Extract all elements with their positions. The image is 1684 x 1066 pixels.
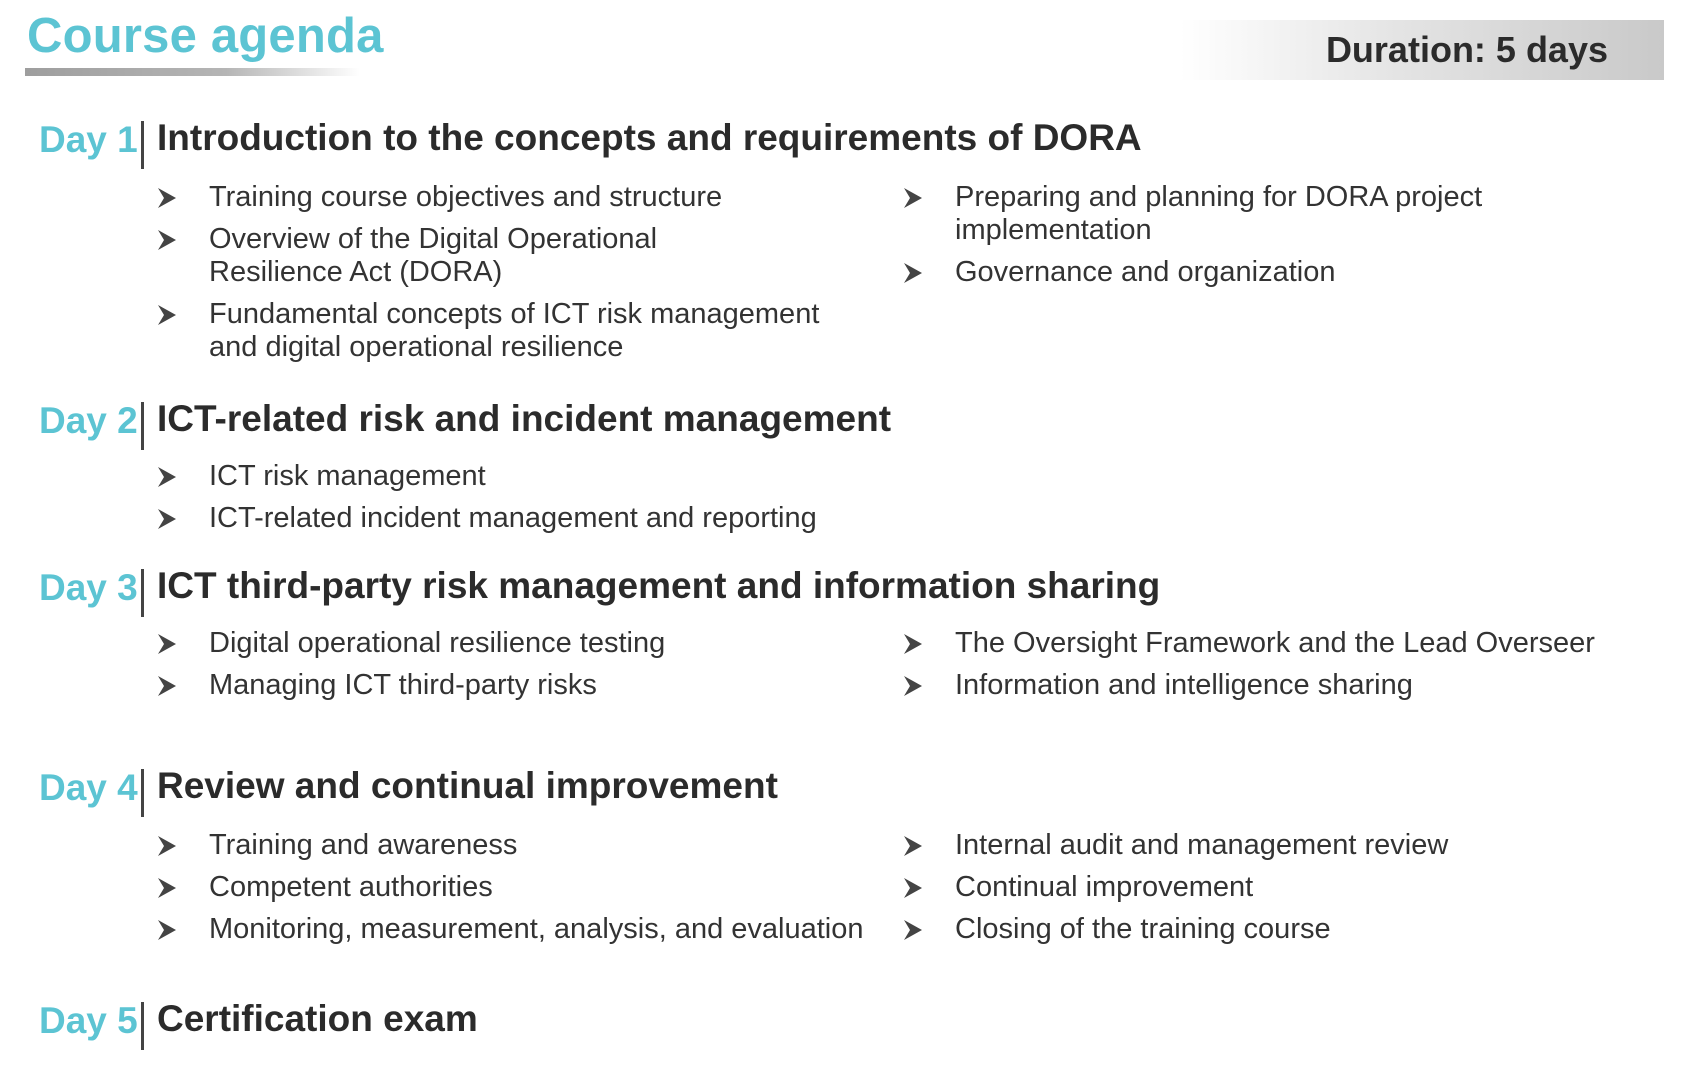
topic-text: Fundamental concepts of ICT risk management and digital operational resilience: [209, 298, 820, 363]
day-title: ICT third-party risk management and information sharing: [157, 565, 1161, 606]
chevron-right-icon: [158, 467, 176, 487]
day-divider: [141, 569, 144, 617]
topic-text: Monitoring, measurement, analysis, and evaluation: [209, 913, 864, 945]
chevron-right-icon: [158, 230, 176, 250]
chevron-right-icon: [904, 920, 922, 940]
topic-text: The Oversight Framework and the Lead Overseer: [955, 627, 1595, 659]
day-divider: [141, 1002, 144, 1050]
chevron-right-icon: [158, 509, 176, 529]
day-divider: [141, 121, 144, 169]
chevron-right-icon: [904, 634, 922, 654]
day-title: Introduction to the concepts and requirements of DORA: [157, 117, 1142, 158]
topic-column-left: [158, 829, 878, 955]
day-section-3: [0, 565, 1684, 701]
day-label: Day 3: [39, 567, 138, 608]
topic-text: Governance and organization: [955, 256, 1336, 288]
topic-item: [158, 223, 669, 289]
chevron-right-icon: [904, 676, 922, 696]
day-section-2: [0, 398, 1684, 534]
topic-item: [158, 502, 878, 535]
day-header: [0, 565, 1684, 619]
day-title: Review and continual improvement: [157, 765, 778, 806]
day-header: [0, 117, 1684, 171]
chevron-right-icon: [158, 836, 176, 856]
duration-banner: [1180, 20, 1664, 80]
day-label: Day 2: [39, 400, 138, 441]
topic-text: Information and intelligence sharing: [955, 669, 1413, 701]
topic-item: [904, 913, 1664, 946]
topic-item: [158, 298, 849, 364]
title-underline: [25, 68, 360, 76]
chevron-right-icon: [904, 263, 922, 283]
day-section-1: [0, 117, 1684, 363]
chevron-right-icon: [158, 676, 176, 696]
topic-item: [904, 871, 1664, 904]
day-title: ICT-related risk and incident management: [157, 398, 892, 439]
day-title: Certification exam: [157, 998, 478, 1039]
topic-column-left: [158, 181, 878, 373]
day-header: [0, 398, 1684, 452]
topic-column-left: [158, 460, 878, 544]
duration-label: Duration: 5 days: [1325, 29, 1608, 70]
topic-item: [158, 627, 878, 660]
topic-item: [158, 829, 878, 862]
topic-text: Competent authorities: [209, 871, 493, 903]
topic-column-right: [904, 627, 1664, 711]
topic-text: Internal audit and management review: [955, 829, 1449, 861]
chevron-right-icon: [158, 920, 176, 940]
day-section-5: [0, 998, 1684, 1052]
topic-column-right: [904, 181, 1664, 298]
day-label: Day 4: [39, 767, 138, 808]
topic-item: [158, 669, 878, 702]
topic-text: Managing ICT third-party risks: [209, 669, 597, 701]
topic-item: [904, 256, 1664, 289]
chevron-right-icon: [158, 634, 176, 654]
chevron-right-icon: [904, 878, 922, 898]
chevron-right-icon: [904, 836, 922, 856]
topic-text: ICT risk management: [209, 460, 486, 492]
day-divider: [141, 769, 144, 817]
chevron-right-icon: [158, 878, 176, 898]
topic-text: ICT-related incident management and reporting: [209, 502, 817, 534]
chevron-right-icon: [158, 188, 176, 208]
topic-text: Training course objectives and structure: [209, 181, 723, 213]
topic-item: [904, 829, 1664, 862]
chevron-right-icon: [904, 188, 922, 208]
topic-item: [904, 669, 1664, 702]
topic-text: Preparing and planning for DORA project implementation: [955, 181, 1483, 246]
day-divider: [141, 402, 144, 450]
topic-item: [904, 181, 1515, 247]
topic-item: [158, 181, 878, 214]
chevron-right-icon: [158, 305, 176, 325]
topic-text: Training and awareness: [209, 829, 518, 861]
day-label: Day 5: [39, 1000, 138, 1041]
day-label: Day 1: [39, 119, 138, 160]
topic-item: [158, 871, 878, 904]
topic-text: Continual improvement: [955, 871, 1254, 903]
topic-column-right: [904, 829, 1664, 955]
page-title: Course agenda: [27, 9, 384, 63]
topic-item: [158, 460, 878, 493]
topic-text: Overview of the Digital Operational Resilience Act (DORA): [209, 223, 658, 288]
topic-item: [158, 913, 878, 946]
day-header: [0, 765, 1684, 819]
topic-item: [904, 627, 1664, 660]
topic-text: Closing of the training course: [955, 913, 1331, 945]
topic-text: Digital operational resilience testing: [209, 627, 666, 659]
topic-column-left: [158, 627, 878, 711]
day-header: [0, 998, 1684, 1052]
day-section-4: [0, 765, 1684, 945]
